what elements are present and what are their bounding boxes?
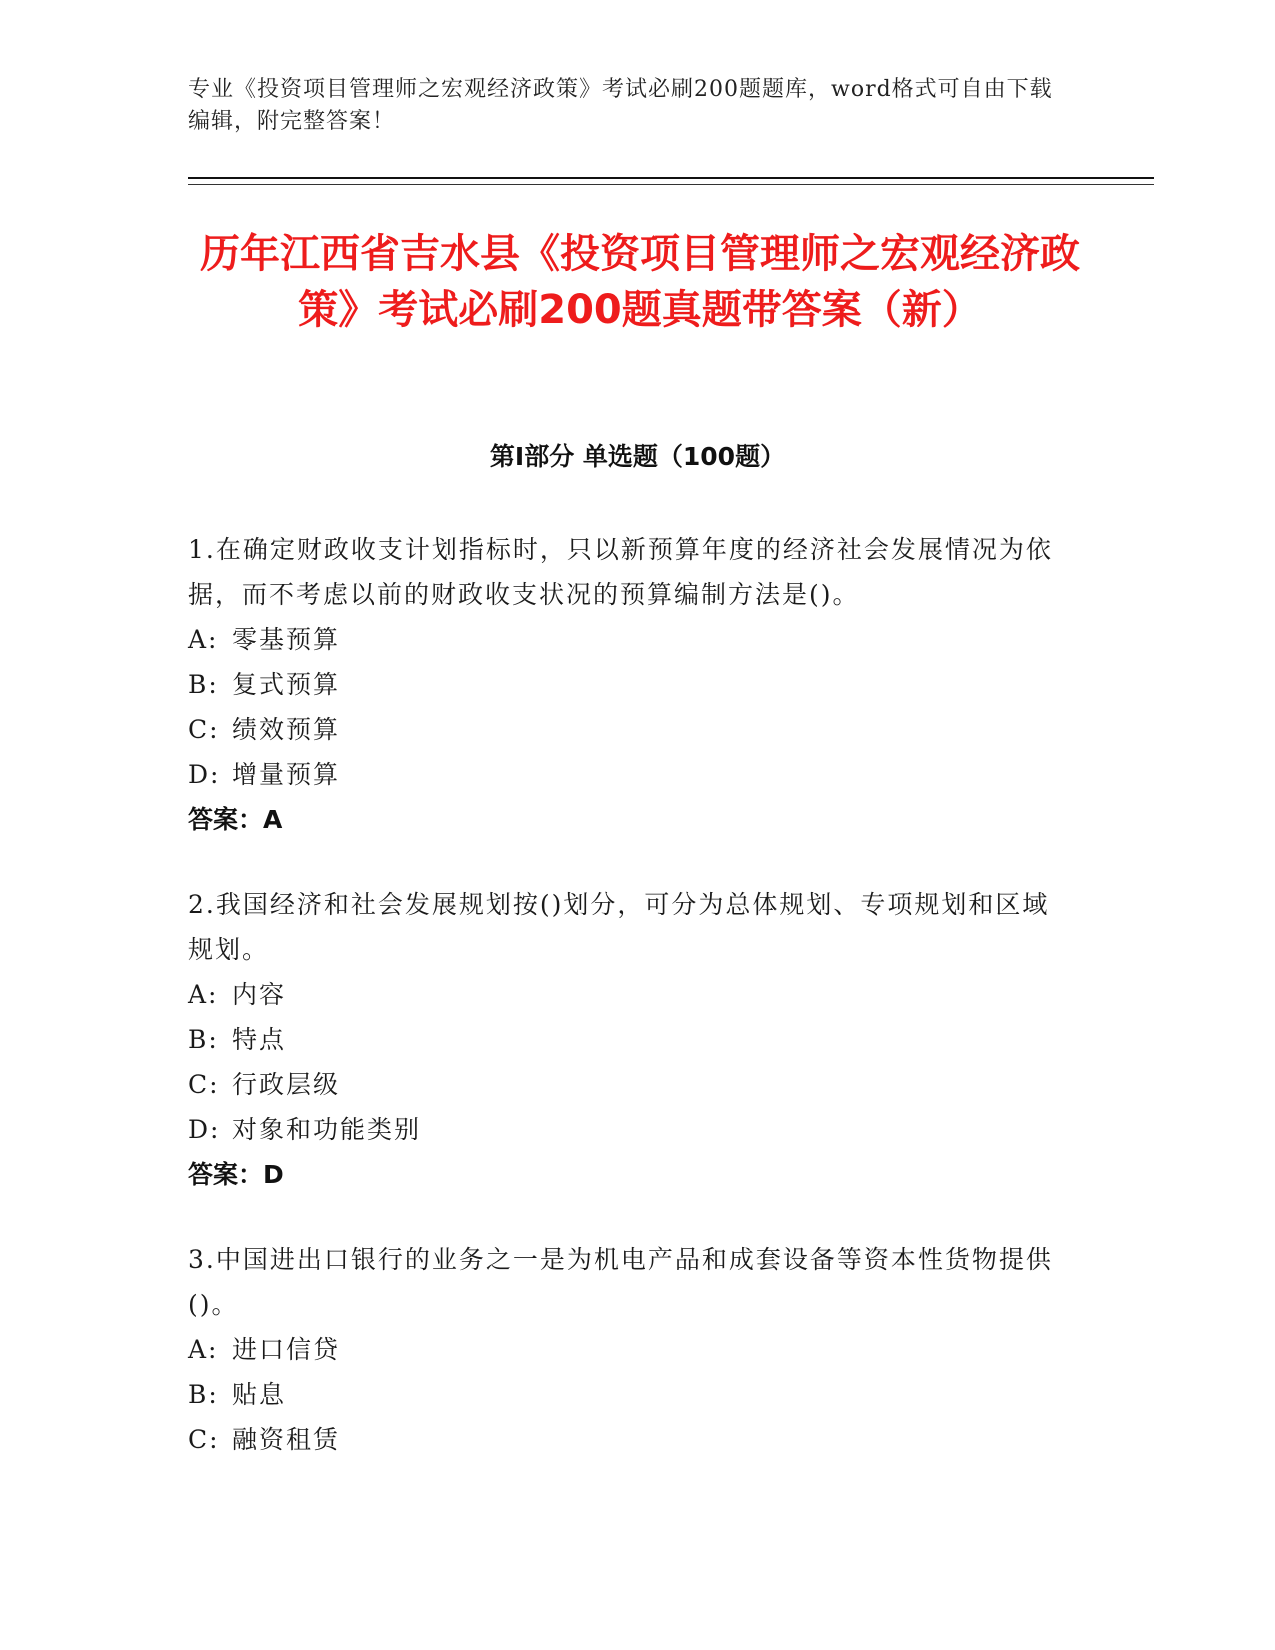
option-letter: B: (188, 1380, 219, 1409)
answer-line: 答案：D (188, 1160, 284, 1189)
option-text: 增量预算 (232, 760, 341, 789)
option-letter: B: (188, 670, 219, 699)
option-letter: B: (188, 1025, 219, 1054)
option-b (188, 1372, 1068, 1417)
question-2 (188, 882, 1068, 1197)
option-text: 内容 (232, 980, 287, 1009)
option-text: 融资租赁 (232, 1425, 341, 1454)
option-letter: C: (188, 715, 220, 744)
option-c (188, 707, 1068, 752)
question-stem: 1.在确定财政收支计划指标时，只以新预算年度的经济社会发展情况为依据，而不考虑以前的财政收支状况的预算编制方法是()。 (188, 535, 1053, 609)
option-letter: C: (188, 1425, 220, 1454)
option-letter: A: (188, 980, 219, 1009)
option-c (188, 1062, 1068, 1107)
option-b (188, 662, 1068, 707)
option-text: 对象和功能类别 (232, 1115, 422, 1144)
option-b (188, 1017, 1068, 1062)
question-stem: 3.中国进出口银行的业务之一是为机电产品和成套设备等资本性货物提供()。 (188, 1245, 1053, 1319)
option-letter: A: (188, 625, 219, 654)
answer-line: 答案：A (188, 805, 283, 834)
section-heading: 第I部分 单选题（100题） (489, 442, 786, 471)
question-1 (188, 527, 1068, 842)
option-text: 行政层级 (232, 1070, 341, 1099)
option-d (188, 752, 1068, 797)
option-letter: D: (188, 1115, 221, 1144)
option-letter: A: (188, 1335, 219, 1364)
option-text: 贴息 (232, 1380, 287, 1409)
question-list (188, 527, 1068, 1502)
option-letter: D: (188, 760, 221, 789)
option-text: 特点 (232, 1025, 287, 1054)
option-c (188, 1417, 1068, 1462)
question-3 (188, 1237, 1068, 1462)
option-letter: C: (188, 1070, 220, 1099)
option-a (188, 1327, 1068, 1372)
option-text: 进口信贷 (232, 1335, 341, 1364)
question-stem: 2.我国经济和社会发展规划按()划分，可分为总体规划、专项规划和区域规划。 (188, 890, 1050, 964)
option-text: 复式预算 (232, 670, 341, 699)
document-title: 历年江西省吉水县《投资项目管理师之宏观经济政策》考试必刷200题真题带答案（新） (200, 231, 1080, 333)
option-a (188, 617, 1068, 662)
option-a (188, 972, 1068, 1017)
option-text: 绩效预算 (232, 715, 341, 744)
option-text: 零基预算 (232, 625, 341, 654)
header-divider (188, 177, 1154, 179)
option-d (188, 1107, 1068, 1152)
header-note: 专业《投资项目管理师之宏观经济政策》考试必刷200题题库，word格式可自由下载编辑，附完整答案！ (188, 77, 1053, 134)
header-divider-thin (188, 184, 1154, 185)
